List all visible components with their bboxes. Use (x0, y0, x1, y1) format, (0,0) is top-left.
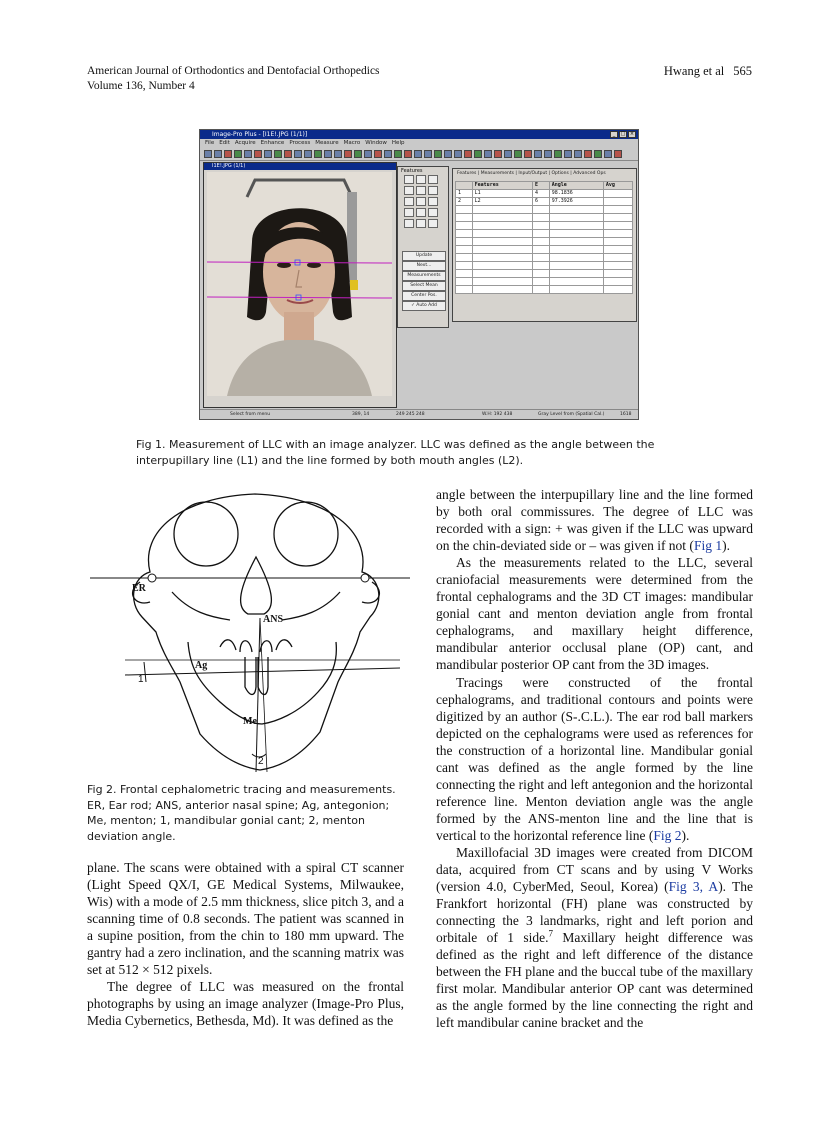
maximize-icon: □ (620, 131, 626, 137)
menu-item: File (205, 140, 215, 146)
measurements-panel (452, 168, 637, 322)
label-ag: Ag (195, 660, 208, 671)
auto-add-checkbox[interactable]: ✓ Auto Add (402, 301, 446, 311)
table-row[interactable] (456, 198, 633, 206)
row-avg (603, 198, 632, 206)
tool-icon[interactable] (416, 186, 426, 195)
app-menu-bar (200, 139, 638, 147)
label-ans: ANS (263, 614, 284, 625)
paragraph: angle between the interpupillary line and the line formed by both oral commissures. The degree of LLC was recorded with a sign: + was given if the LLC was upward on the chin-deviated side or – was given if not (Fig 1). (436, 487, 753, 554)
row-angle: 97.3926 (549, 198, 603, 206)
page-number: 565 (733, 64, 752, 78)
row-feature: L2 (472, 198, 532, 206)
app-title: Image-Pro Plus - [I1E!.JPG (1/1)] (212, 131, 308, 138)
minimize-icon: _ (610, 131, 618, 138)
tool-icon-grid (404, 175, 442, 228)
paragraph: plane. The scans were obtained with a spiral CT scanner (Light Speed QX/I, GE Medical Systems, Milwaukee, Wis) with a mode of 2.5 mm thickness, slice pitch 3, and a scanning time of 0.8 seconds. The patient was scanned in a supine position, from the chin to 180 mm upward. The gantry had a zero inclination, and the scanning matrix was set at 512 × 512 pixels. (87, 860, 404, 978)
measurements-button[interactable]: Measurements (402, 271, 446, 281)
tool-icon[interactable] (416, 208, 426, 217)
menu-item: Measure (315, 140, 339, 146)
nasal-cavity (241, 557, 272, 614)
table-row[interactable] (456, 190, 633, 198)
paragraph: As the measurements related to the LLC, several craniofacial measurements were determined from the frontal cephalograms and the 3D CT images: mandibular gonial cant and menton deviation angle from frontal cephalograms, and maxillary height difference, mandibular anterior occlusal plane (OP) cant, and mandibular posterior OP cant from the 3D images. (436, 555, 753, 673)
face-illustration (207, 172, 392, 396)
row-e: 6 (533, 198, 550, 206)
mandible (188, 642, 336, 724)
menu-item: Macro (343, 140, 361, 146)
reference-superscript[interactable]: 7 (548, 928, 554, 939)
table-header: Avg (603, 182, 632, 190)
paragraph: The degree of LLC was measured on the frontal photographs by using an image analyzer (Image-Pro Plus, Media Cybernetics, Bethesda, Md). It was defined as the (87, 979, 404, 1029)
tool-icon[interactable] (404, 197, 414, 206)
menu-item: Edit (219, 140, 230, 146)
row-angle: 98.1836 (549, 190, 603, 198)
close-icon: × (629, 131, 635, 137)
update-button[interactable]: Update (402, 251, 446, 261)
tool-icon[interactable] (428, 186, 438, 195)
tool-icon[interactable] (404, 175, 414, 184)
status-size: W.H: 192 438 (482, 412, 513, 417)
window-controls (610, 131, 636, 138)
fig-2-link[interactable]: Fig 2 (653, 827, 682, 843)
app-toolbar (200, 147, 638, 161)
table-header: Angle (549, 182, 603, 190)
menu-item: Process (289, 140, 311, 146)
status-value: 1618 (620, 412, 632, 417)
tool-icon[interactable] (428, 219, 438, 228)
label-angle-1: 1 (138, 674, 144, 685)
author-line: Hwang et al (663, 64, 725, 78)
running-header-left (87, 64, 380, 94)
figure-2-caption: Fig 2. Frontal cephalometric tracing and measurements. ER, Ear rod; ANS, anterior nasal spine; Ag, antegonion; Me, menton; 1, mandibular gonial cant; 2, menton deviation angle. (87, 783, 396, 843)
right-orbit (274, 502, 338, 566)
image-window-title: I1E!.JPG (1/1) (204, 163, 396, 170)
label-angle-2: 2 (258, 756, 264, 767)
fig-1-link[interactable]: Fig 1 (693, 538, 723, 554)
tool-icon[interactable] (428, 208, 438, 217)
left-ear-rod (148, 574, 156, 582)
tool-icon[interactable] (404, 186, 414, 195)
figure-1-caption: Fig 1. Measurement of LLC with an image analyzer. LLC was defined as the angle between the interpupillary line (L1) and the line formed by both mouth angles (L2). (136, 438, 655, 467)
tool-panel-label: Features (401, 168, 423, 174)
select-mean-button[interactable]: Select Mean (402, 281, 446, 291)
image-window (203, 162, 397, 408)
status-text: Select from menu (230, 412, 271, 417)
paragraph: Tracings were constructed of the frontal cephalograms, and traditional contours and points were digitized by an author (S-.C.L.). The ear rod ball markers depicted on the cephalograms were used as references for the construction of a horizontal line. Mandibular gonial cant was defined as the angle formed by the line connecting the right and left antegonion and the horizontal reference line. Menton deviation angle was the angle formed by the ANS-menton line and the line that is vertical to the horizontal reference line (Fig 2). (436, 674, 753, 843)
status-coords: 389, 14 (352, 412, 370, 417)
right-ear-rod (361, 574, 369, 582)
journal-volume: Volume 136, Number 4 (87, 80, 195, 92)
app-title-bar (200, 130, 638, 139)
table-header (456, 182, 473, 190)
table-header: Features (472, 182, 532, 190)
tool-icon[interactable] (404, 208, 414, 217)
row-avg (603, 190, 632, 198)
measurement-table (455, 181, 633, 294)
skull-outline (134, 494, 379, 770)
status-gray: Gray Level from (Spatial Cal.) (538, 412, 605, 417)
row-feature: L1 (472, 190, 532, 198)
left-orbit (174, 502, 238, 566)
figure-1-screenshot (199, 129, 639, 420)
measurement-tabs[interactable]: Features | Measurements | Input/Output | Options | Advanced Ops (457, 171, 606, 176)
menu-item: Enhance (260, 140, 285, 146)
ans-menton-line (256, 618, 260, 772)
tool-icon[interactable] (428, 175, 438, 184)
status-bar (200, 409, 638, 419)
tool-icon[interactable] (416, 219, 426, 228)
tool-icon[interactable] (428, 197, 438, 206)
row-number: 1 (456, 190, 473, 198)
fig-3a-link[interactable]: Fig 3, A (668, 879, 719, 895)
figure-2-cephalometric-tracing (80, 492, 415, 772)
body-right-column (436, 486, 753, 1032)
row-number: 2 (456, 198, 473, 206)
next-button[interactable]: Next... (402, 261, 446, 271)
tool-icon[interactable] (416, 197, 426, 206)
row-e: 4 (533, 190, 550, 198)
feature-tool-panel (397, 166, 449, 328)
tool-icon[interactable] (404, 219, 414, 228)
status-rgb: 249 245 248 (396, 412, 425, 417)
tool-icon[interactable] (416, 175, 426, 184)
center-pos-select[interactable]: Center Pos. (402, 291, 446, 301)
body-left-column (87, 859, 404, 1029)
table-header: E (533, 182, 550, 190)
frontal-face-photo (207, 172, 392, 396)
menu-item: Help (391, 140, 405, 146)
running-header-right (664, 64, 752, 79)
journal-name: American Journal of Orthodontics and Dentofacial Orthopedics (87, 65, 380, 77)
paragraph: Maxillofacial 3D images were created from DICOM data, acquired from CT scans and by using V Works (version 4.0, CyberMed, Seoul, Korea) (Fig 3, A). The Frankfort horizontal (FH) plane was constructed by connecting the 3 landmarks, right and left porion and orbitale of 1 side.$^7$ Maxillary height difference was defined as the right and left difference of the distance between the FH plane and the buccal tube of the maxillary first molar. Mandibular anterior OP cant was determined as the angle formed by the line connecting the right and left mandibular canine bracket and the (436, 844, 753, 1031)
label-me: Me (243, 716, 257, 727)
menu-item: Window (365, 140, 387, 146)
menu-item: Acquire (234, 140, 256, 146)
label-er: ER (132, 583, 146, 594)
